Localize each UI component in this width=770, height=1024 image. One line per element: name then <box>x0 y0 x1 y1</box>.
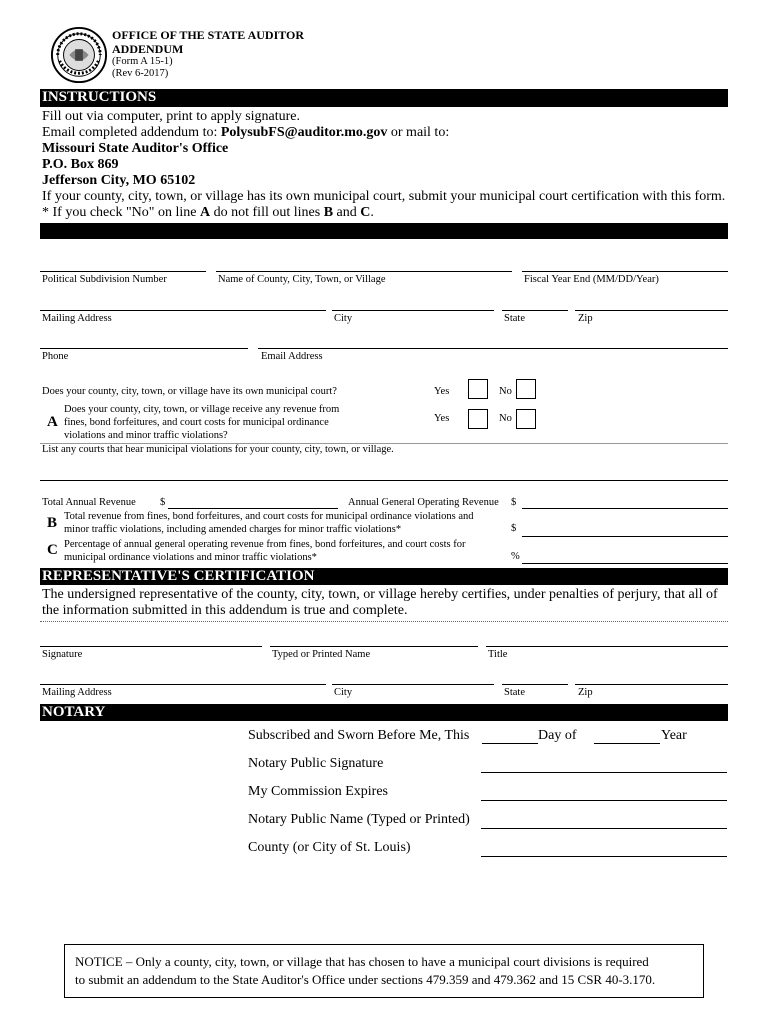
zip-field[interactable] <box>575 310 728 311</box>
political-subdivision-number-field[interactable] <box>40 271 206 272</box>
year-label: Year <box>661 728 687 743</box>
no-label: No <box>499 386 512 397</box>
cert-city-field[interactable] <box>332 684 494 685</box>
city-field[interactable] <box>332 310 494 311</box>
email-address-link[interactable]: PolysubFS@auditor.mo.gov <box>220 125 388 140</box>
signature-label: Signature <box>42 649 83 660</box>
mail-address-line-3: Jefferson City, MO 65102 <box>42 173 196 188</box>
instruction-4-part: and <box>333 205 361 220</box>
title-label: Title <box>488 649 508 660</box>
missouri-state-seal-icon <box>50 26 108 84</box>
cert-city-label: City <box>334 687 353 698</box>
municipal-court-yes-checkbox[interactable] <box>468 379 488 399</box>
instruction-line-2 <box>42 125 449 141</box>
zip-label: Zip <box>578 313 593 324</box>
certification-heading: REPRESENTATIVE'S CERTIFICATION <box>40 568 728 585</box>
cert-mailing-address-field[interactable] <box>40 684 326 685</box>
instruction-4-part: . <box>370 205 374 220</box>
cert-state-field[interactable] <box>502 684 568 685</box>
yes-label: Yes <box>434 413 450 424</box>
typed-name-label: Typed or Printed Name <box>272 649 371 660</box>
instruction-line-1: Fill out via computer, print to apply signature. <box>42 109 301 124</box>
email-suffix: or mail to: <box>387 125 450 140</box>
annual-general-operating-revenue-label: Annual General Operating Revenue <box>348 497 499 508</box>
line-b-text <box>64 510 474 536</box>
commission-expires-field[interactable] <box>481 800 727 801</box>
email-prefix: Email completed addendum to: <box>42 125 221 140</box>
mail-address-line-2: P.O. Box 869 <box>42 157 119 172</box>
fiscal-year-end-field[interactable] <box>522 271 728 272</box>
mailing-address-label: Mailing Address <box>42 313 112 324</box>
list-courts-field[interactable] <box>40 480 728 481</box>
notary-heading: NOTARY <box>40 704 728 721</box>
percent-sign: % <box>511 551 520 562</box>
notary-county-label: County (or City of St. Louis) <box>248 840 411 855</box>
total-annual-revenue-label: Total Annual Revenue <box>42 497 136 508</box>
municipal-court-question: Does your county, city, town, or village have its own municipal court? <box>42 386 337 397</box>
yes-label: Yes <box>434 386 450 397</box>
day-field[interactable] <box>482 743 538 744</box>
email-address-label: Email Address <box>261 351 323 362</box>
cert-zip-label: Zip <box>578 687 593 698</box>
political-subdivision-number-label: Political Subdivision Number <box>42 274 167 285</box>
city-label: City <box>334 313 353 324</box>
form-number: (Form A 15-1) <box>112 56 173 67</box>
instruction-4-letter-a: A <box>200 205 211 220</box>
commission-expires-label: My Commission Expires <box>248 784 389 799</box>
cert-state-label: State <box>504 687 525 698</box>
day-of-label: Day of <box>538 728 577 743</box>
section-divider-bar <box>40 223 728 239</box>
line-a-letter: A <box>47 414 58 430</box>
instruction-4-part: * If you check "No" on line <box>42 205 200 220</box>
notary-name-field[interactable] <box>481 828 727 829</box>
notary-signature-field[interactable] <box>481 772 727 773</box>
revenue-yes-checkbox[interactable] <box>468 409 488 429</box>
line-c-text-line: municipal ordinance violations and minor traffic violations* <box>64 552 317 563</box>
revenue-question-line: violations and minor traffic violations? <box>64 430 228 441</box>
revision: (Rev 6-2017) <box>112 68 169 79</box>
revenue-question-line: Does your county, city, town, or village receive any revenue from <box>64 404 340 415</box>
instruction-4-part: do not fill out lines <box>210 205 324 220</box>
state-label: State <box>504 313 525 324</box>
cert-zip-field[interactable] <box>575 684 728 685</box>
dollar-sign: $ <box>511 497 517 508</box>
line-c-percentage-field[interactable] <box>522 563 728 564</box>
total-annual-revenue-field[interactable] <box>168 508 338 509</box>
line-b-letter: B <box>47 515 58 531</box>
line-b-text-line: Total revenue from fines, bond forfeitures, and court costs for municipal ordinance violations and <box>64 511 474 522</box>
sworn-label: Subscribed and Sworn Before Me, This <box>248 728 470 743</box>
notary-county-field[interactable] <box>481 856 727 857</box>
phone-label: Phone <box>42 351 69 362</box>
line-b-revenue-field[interactable] <box>522 536 728 537</box>
mail-address-line-1: Missouri State Auditor's Office <box>42 141 229 156</box>
fiscal-year-end-label: Fiscal Year End (MM/DD/Year) <box>524 274 659 285</box>
notice-line-2: to submit an addendum to the State Auditor's Office under sections 479.359 and 479.362 and 15 CSR 40-3.170. <box>75 972 656 987</box>
list-courts-label: List any courts that hear municipal violations for your county, city, town, or village. <box>42 444 394 455</box>
no-label: No <box>499 413 512 424</box>
instructions-heading: INSTRUCTIONS <box>40 89 728 107</box>
mailing-address-field[interactable] <box>40 310 326 311</box>
title-field[interactable] <box>486 646 728 647</box>
notice-box <box>64 944 704 998</box>
line-c-text-line: Percentage of annual general operating revenue from fines, bond forfeitures, and court costs for <box>64 539 466 550</box>
certification-text-line-2: the information submitted in this addendum is true and complete. <box>42 603 408 618</box>
revenue-question-line: fines, bond forfeitures, and court costs for municipal ordinance <box>64 417 329 428</box>
state-field[interactable] <box>502 310 568 311</box>
instruction-4-letter-c: C <box>360 205 371 220</box>
year-field[interactable] <box>594 743 660 744</box>
line-b-text-line: minor traffic violations, including amended charges for minor traffic violations* <box>64 524 402 535</box>
email-field[interactable] <box>258 348 728 349</box>
phone-field[interactable] <box>40 348 248 349</box>
dollar-sign: $ <box>160 497 166 508</box>
line-c-text <box>64 538 465 564</box>
instruction-line-3: If your county, city, town, or village has its own municipal court, submit your municipal court certification with this form. <box>42 189 726 204</box>
divider <box>40 621 728 622</box>
instruction-line-4 <box>42 205 374 221</box>
office-title: OFFICE OF THE STATE AUDITOR <box>112 28 305 42</box>
revenue-question <box>64 403 339 442</box>
revenue-no-checkbox[interactable] <box>516 409 536 429</box>
dollar-sign: $ <box>511 523 517 534</box>
addendum-title: ADDENDUM <box>112 42 184 56</box>
line-c-letter: C <box>47 542 58 558</box>
notary-signature-label: Notary Public Signature <box>248 756 384 771</box>
instruction-4-letter-b: B <box>323 205 334 220</box>
county-name-label: Name of County, City, Town, or Village <box>218 274 386 285</box>
notary-name-label: Notary Public Name (Typed or Printed) <box>248 812 470 827</box>
notice-line-1: NOTICE – Only a county, city, town, or village that has chosen to have a municipal court divisions is required <box>75 954 649 969</box>
county-name-field[interactable] <box>216 271 512 272</box>
municipal-court-no-checkbox[interactable] <box>516 379 536 399</box>
annual-general-operating-revenue-field[interactable] <box>522 508 728 509</box>
signature-field[interactable] <box>40 646 262 647</box>
certification-text-line-1: The undersigned representative of the county, city, town, or village hereby certifies, under penalties of perjury, that all of <box>42 587 718 602</box>
cert-mailing-address-label: Mailing Address <box>42 687 112 698</box>
typed-name-field[interactable] <box>270 646 478 647</box>
